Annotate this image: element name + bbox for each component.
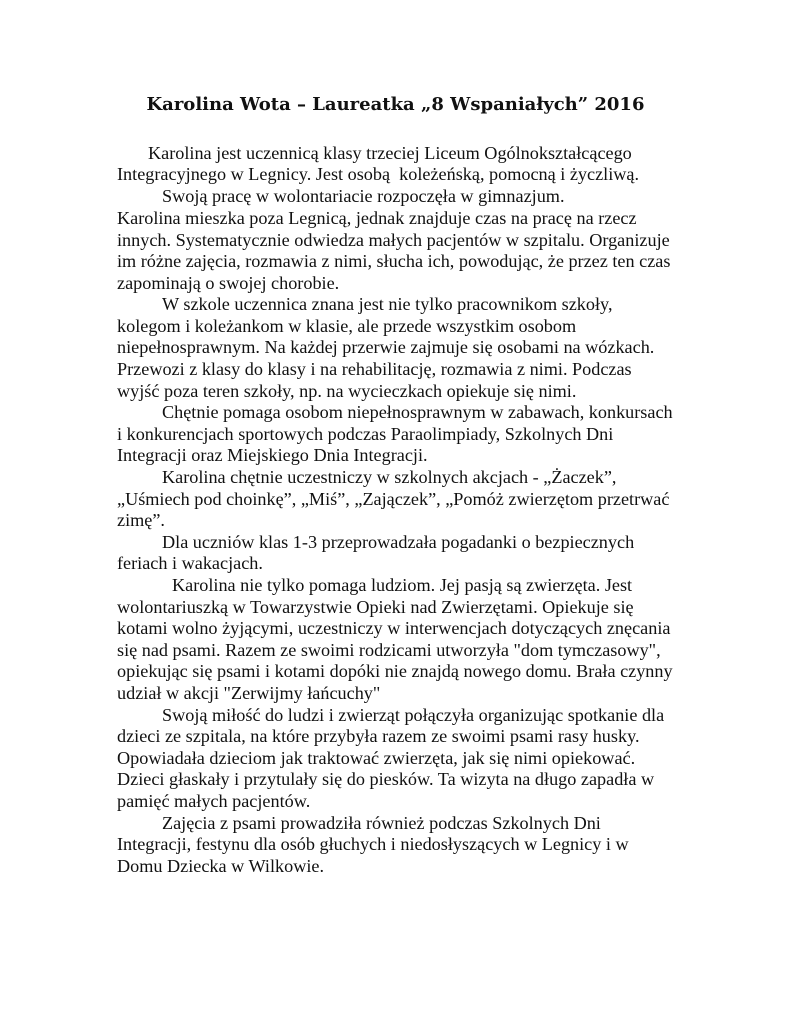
text-line: zapominają o swojej chorobie.: [117, 273, 340, 293]
text-line: się nad psami. Razem ze swoimi rodzicami utworzyła "dom tymczasowy",: [117, 640, 661, 660]
text-line: niepełnosprawnym. Na każdej przerwie zajmuje się osobami na wózkach.: [117, 337, 655, 357]
text-line: feriach i wakacjach.: [117, 553, 263, 573]
document-title: Karolina Wota – Laureatka „8 Wspaniałych” 2016: [146, 94, 645, 115]
text-line: dzieci ze szpitala, na które przybyła razem ze swoimi psami rasy husky.: [117, 726, 640, 746]
text-line: udział w akcji "Zerwijmy łańcuchy": [117, 683, 381, 703]
text-line: Przewozi z klasy do klasy i na rehabilitację, rozmawia z nimi. Podczas: [117, 359, 632, 379]
text-line: Integracji oraz Miejskiego Dnia Integracji.: [117, 445, 428, 465]
text-line: innych. Systematycznie odwiedza małych pacjentów w szpitalu. Organizuje: [117, 230, 670, 250]
text-line: kotami wolno żyjącymi, uczestniczy w interwencjach dotyczących znęcania: [117, 618, 671, 638]
text-line: opiekując się psami i kotami dopóki nie znajdą nowego domu. Brała czynny: [117, 661, 673, 681]
text-line: Opowiadała dzieciom jak traktować zwierzęta, jak się nimi opiekować.: [117, 748, 636, 768]
text-line: Dzieci głaskały i przytulały się do piesków. Ta wizyta na długo zapadła w: [117, 769, 655, 789]
text-line: im różne zajęcia, rozmawia z nimi, słucha ich, powodując, że przez ten czas: [117, 251, 671, 271]
text-line: wyjść poza teren szkoły, np. na wycieczkach opiekuje się nimi.: [117, 381, 577, 401]
text-line: pamięć małych pacjentów.: [117, 791, 311, 811]
text-line: Domu Dziecka w Wilkowie.: [117, 856, 325, 876]
text-line: Chętnie pomaga osobom niepełnosprawnym w zabawach, konkursach: [162, 402, 673, 422]
text-line: Karolina mieszka poza Legnicą, jednak znajduje czas na pracę na rzecz: [117, 208, 637, 228]
text-line: Swoją pracę w wolontariacie rozpoczęła w gimnazjum.: [162, 186, 565, 206]
text-line: wolontariuszką w Towarzystwie Opieki nad Zwierzętami. Opiekuje się: [117, 597, 634, 617]
text-line: zimę”.: [117, 510, 165, 530]
text-line: „Uśmiech pod choinkę”, „Miś”, „Zajączek”, „Pomóż zwierzętom przetrwać: [117, 489, 670, 509]
text-line: W szkole uczennica znana jest nie tylko pracownikom szkoły,: [162, 294, 613, 314]
text-line: Integracyjnego w Legnicy. Jest osobą koleżeńską, pomocną i życzliwą.: [117, 164, 640, 184]
text-line: Karolina jest uczennicą klasy trzeciej Liceum Ogólnokształcącego: [148, 143, 632, 163]
text-line: kolegom i koleżankom w klasie, ale przede wszystkim osobom: [117, 316, 577, 336]
text-line: Zajęcia z psami prowadziła również podczas Szkolnych Dni: [162, 813, 601, 833]
text-line: Dla uczniów klas 1-3 przeprowadzała pogadanki o bezpiecznych: [162, 532, 635, 552]
text-line: i konkurencjach sportowych podczas Paraolimpiady, Szkolnych Dni: [117, 424, 614, 444]
text-line: Swoją miłość do ludzi i zwierząt połączyła organizując spotkanie dla: [162, 705, 665, 725]
text-line: Karolina chętnie uczestniczy w szkolnych akcjach - „Żaczek”,: [162, 467, 617, 487]
text-line: Karolina nie tylko pomaga ludziom. Jej pasją są zwierzęta. Jest: [172, 575, 633, 595]
text-line: Integracji, festynu dla osób głuchych i niedosłyszących w Legnicy i w: [117, 834, 629, 854]
